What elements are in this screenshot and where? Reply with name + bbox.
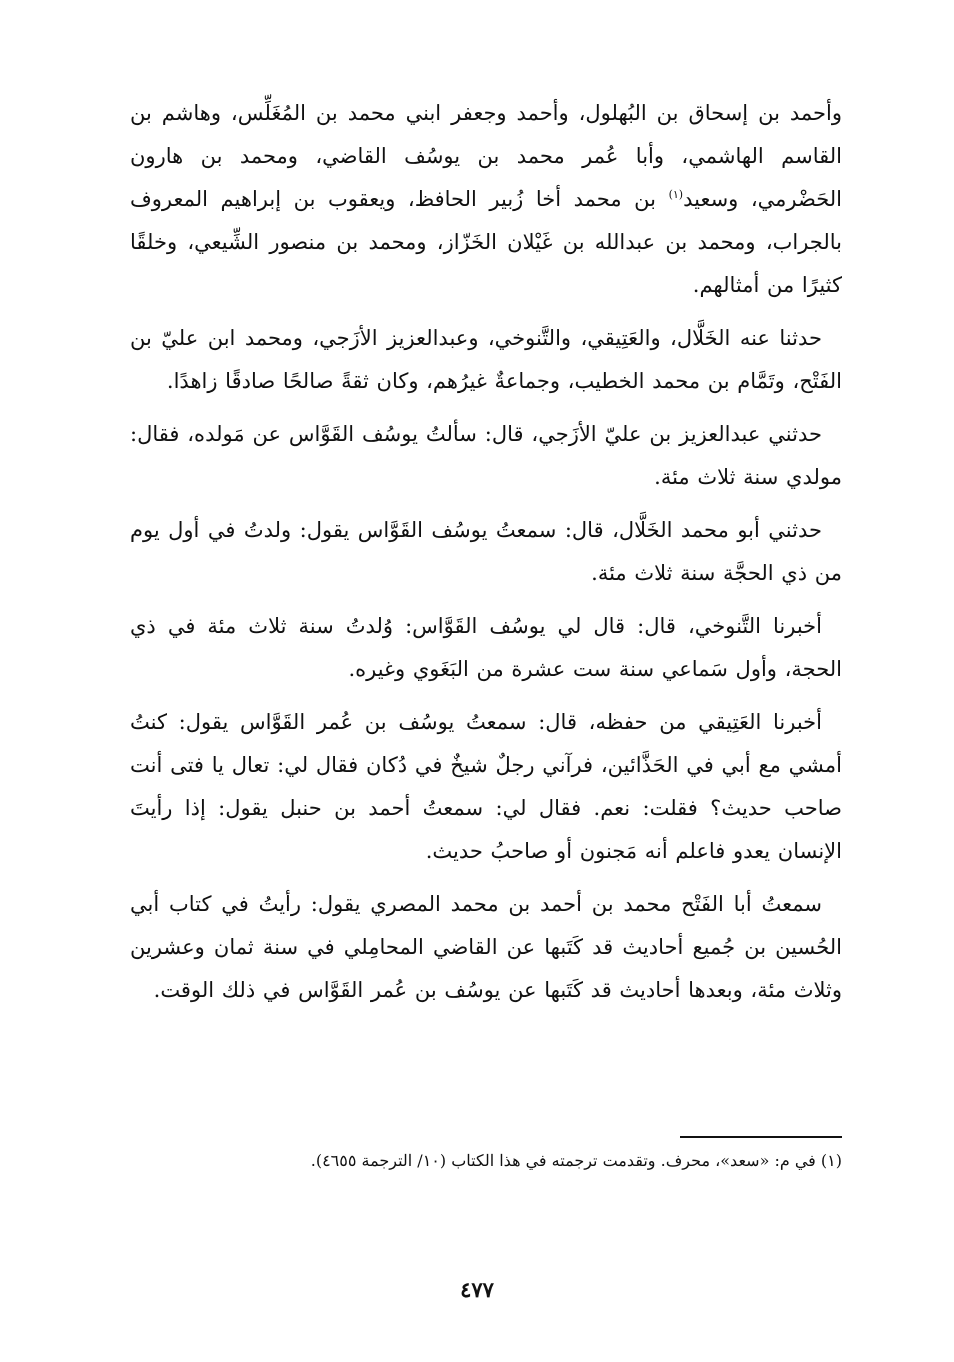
paragraph-1 — [130, 92, 842, 307]
page-number: ٤٧٧ — [460, 1277, 494, 1302]
paragraph-4: حدثني أبو محمد الخَلَّال، قال: سمعتُ يوسُف القَوَّاس يقول: ولدتُ في أول يوم من ذي الحجَّة سنة ثلاث مئة. — [130, 518, 842, 585]
footnote-marker: (١) — [668, 188, 684, 201]
paragraph-3: حدثني عبدالعزيز بن عليّ الأزَجي، قال: سألتُ يوسُف القَوَّاس عن مَولده، فقال: مولدي سنة ثلاث مئة. — [130, 422, 842, 489]
paragraph-5: أخبرنا التَّنوخي، قال: قال لي يوسُف القَوَّاس: وُلدتُ سنة ثلاث مئة في ذي الحجة، وأول سَماعي سنة ست عشرة من البَغَوي وغيره. — [130, 614, 842, 681]
footnote: (١) في م: «سعد»، محرف. وتقدمت ترجمته في هذا الكتاب (١٠/ الترجمة ٤٦٥٥). — [310, 1151, 842, 1170]
footnote-divider — [680, 1136, 842, 1138]
paragraph-6: أخبرنا العَتِيقي من حفظه، قال: سمعتُ يوسُف بن عُمر القَوَّاس يقول: كنتُ أمشي مع أبي في الحَذَّائين، فرآني رجلٌ شيخٌ في دُكان فقال لي: تعال يا فتى أنت صاحب حديث؟ فقلت: نعم. فقال لي: سمعتُ أحمد بن حنبل يقول: إذا رأيتَ الإنسان يعدو فاعلم أنه مَجنون أو صاحبُ حديث. — [130, 710, 842, 863]
paragraph-1-part-1: وأحمد بن إسحاق بن البُهلول، وأحمد وجعفر ابني محمد بن المُغَلِّس، وهاشم بن القاسم الهاشمي، وأبا عُمر محمد بن يوسُف القاضي، ومحمد بن هارون الحَضْرمي، وسعيد — [130, 101, 842, 211]
paragraph-1-part-2: بن محمد أخا زُبير الحافظ، ويعقوب بن إبراهيم المعروف بالجراب، ومحمد بن عبدالله بن غَيْلان الخَزّاز، ومحمد بن منصور الشِّيعي، وخلقًا كثيرًا من أمثالهم. — [130, 187, 842, 297]
paragraph-2: حدثنا عنه الخَلَّال، والعَتِيقي، والتَّنوخي، وعبدالعزيز الأزَجي، ومحمد ابن عليّ بن الفَتْح، وتَمَّام بن محمد الخطيب، وجماعةٌ غيرُهم، وكان ثقةً صالحًا صادقًا زاهدًا. — [130, 326, 842, 393]
main-text — [130, 92, 842, 1022]
paragraph-7: سمعتُ أبا الفَتْح محمد بن أحمد بن محمد المصري يقول: رأيتُ في كتاب أبي الحُسين بن جُميع أحاديث قد كَتَبها عن القاضي المحامِلي في سنة ثمان وعشرين وثلاث مئة، وبعدها أحاديث قد كَتَبها عن يوسُف بن عُمر القَوَّاس في ذلك الوقت. — [130, 892, 842, 1002]
